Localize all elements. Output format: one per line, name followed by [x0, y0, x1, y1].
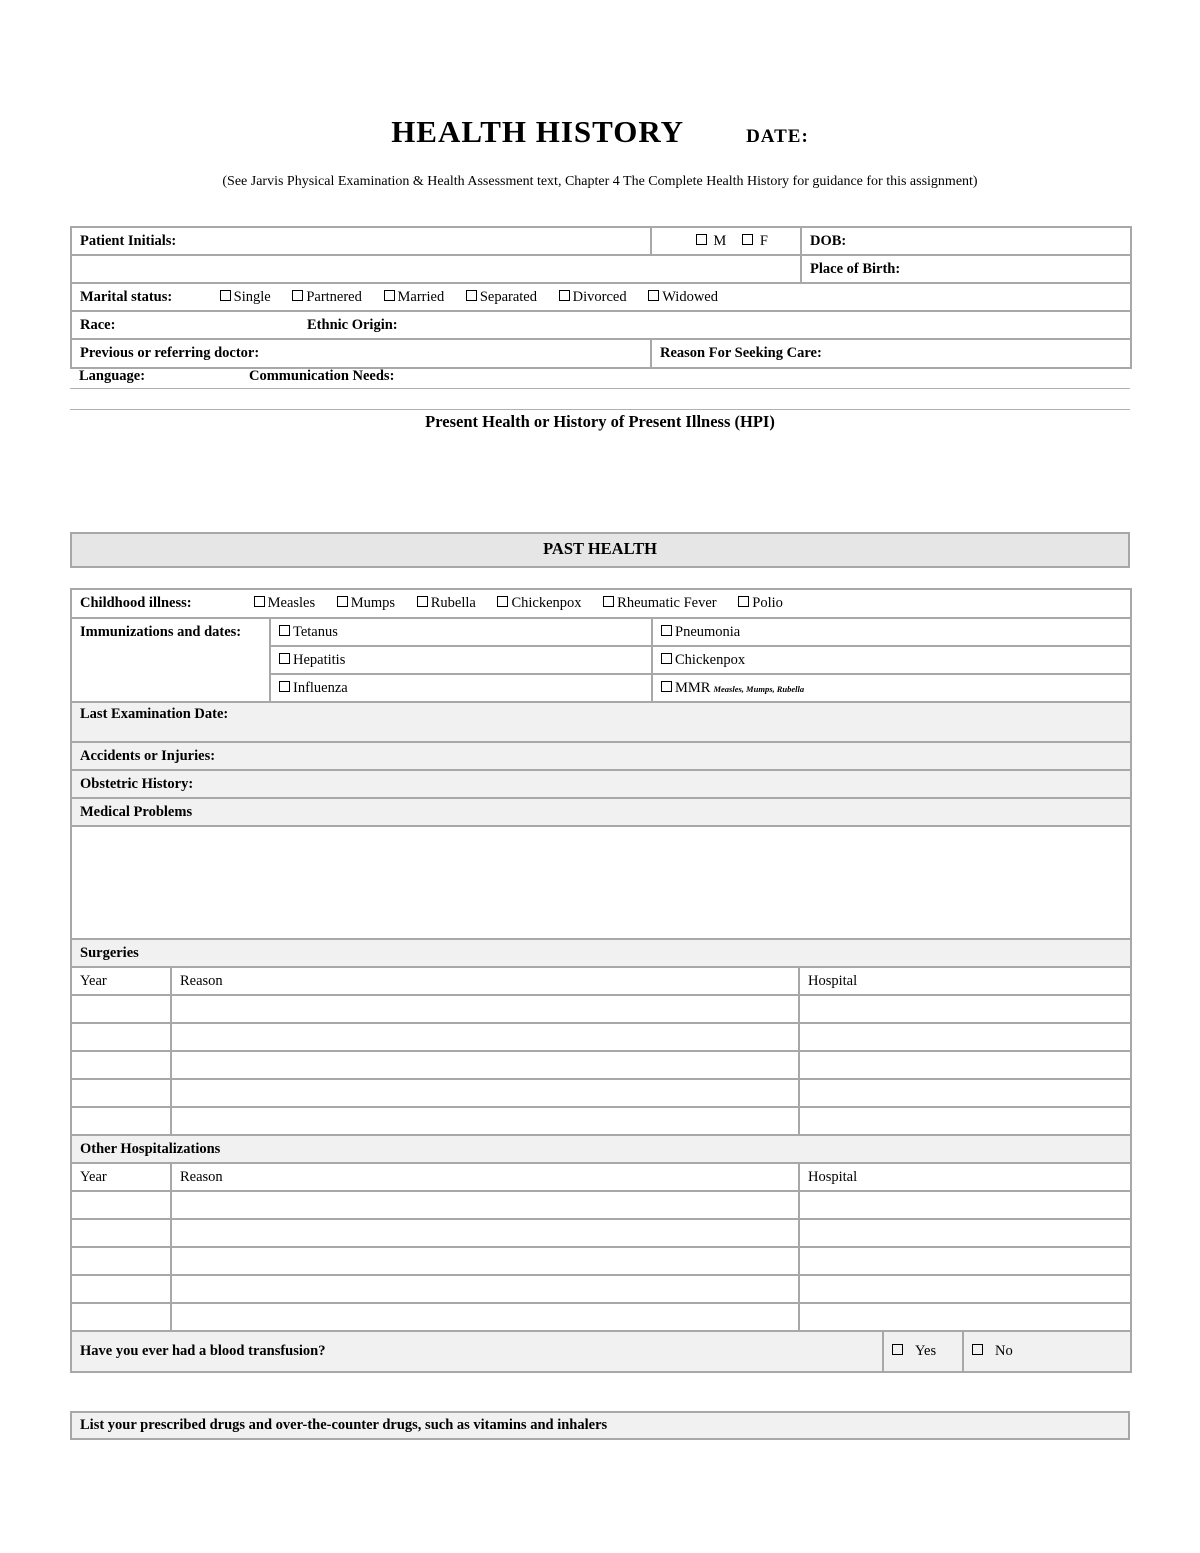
checkbox-icon[interactable] [220, 290, 231, 301]
form-title: HEALTH HISTORY [391, 114, 685, 149]
divider [70, 409, 1130, 410]
hospital-cell[interactable] [799, 1191, 1131, 1219]
checkbox-icon[interactable] [661, 653, 672, 664]
surgeries-hospital-header [799, 967, 1131, 995]
dob-field[interactable] [801, 227, 1131, 255]
childhood-option-chickenpox[interactable] [497, 595, 581, 612]
patient-initials-field[interactable] [71, 227, 651, 255]
sex-f-checkbox[interactable] [742, 234, 753, 245]
table-row [71, 1191, 1131, 1219]
checkbox-icon[interactable] [892, 1344, 903, 1355]
mmr-label: MMR [675, 679, 711, 696]
immunization-mmr[interactable] [652, 674, 1131, 702]
childhood-option-rheumatic-fever[interactable] [603, 595, 716, 612]
childhood-option-polio[interactable] [738, 595, 783, 612]
reason-for-care-field[interactable] [651, 339, 1131, 368]
option-label: Single [233, 288, 271, 305]
option-label: Mumps [350, 595, 396, 611]
reason-cell[interactable] [171, 995, 799, 1023]
transfusion-no-option[interactable] [963, 1331, 1131, 1372]
communication-needs-label: Communication Needs: [249, 368, 395, 384]
surgeries-reason-header [171, 967, 799, 995]
date-label: DATE: [746, 126, 809, 147]
checkbox-icon[interactable] [279, 681, 290, 692]
childhood-illness-row [71, 589, 1131, 618]
year-cell[interactable] [71, 1303, 171, 1331]
hospital-header-label: Hospital [808, 972, 858, 989]
option-label: Chickenpox [511, 595, 582, 611]
sex-f-label: F [759, 232, 768, 249]
option-label: Rubella [430, 595, 476, 611]
checkbox-icon[interactable] [661, 681, 672, 692]
last-exam-label: Last Examination Date: [80, 706, 229, 722]
sex-m-option[interactable] [696, 233, 727, 250]
reason-cell[interactable] [171, 1107, 799, 1135]
dob-label: DOB: [810, 232, 847, 249]
reason-cell[interactable] [171, 1303, 799, 1331]
checkbox-icon[interactable] [292, 290, 303, 301]
table-row [71, 1275, 1131, 1303]
accidents-label: Accidents or Injuries: [80, 747, 216, 764]
hpi-heading: Present Health or History of Present Illness (HPI) [425, 412, 775, 431]
yes-label: Yes [915, 1343, 937, 1359]
year-cell[interactable] [71, 1051, 171, 1079]
chickenpox-label: Chickenpox [675, 651, 746, 668]
reason-cell[interactable] [171, 1247, 799, 1275]
obstetric-label: Obstetric History: [80, 775, 194, 792]
option-label: Polio [752, 595, 783, 611]
surgeries-year-header [71, 967, 171, 995]
place-of-birth-field[interactable] [801, 255, 1131, 283]
surgeries-label: Surgeries [80, 944, 139, 961]
checkbox-icon[interactable] [559, 290, 570, 301]
hospital-cell[interactable] [799, 1247, 1131, 1275]
childhood-illness-label: Childhood illness: [80, 595, 192, 611]
transfusion-yes-option[interactable] [883, 1331, 963, 1372]
sex-f-option[interactable] [742, 233, 768, 250]
ethnic-origin-label: Ethnic Origin: [307, 316, 398, 333]
childhood-option-mumps[interactable] [337, 595, 395, 612]
race-row[interactable] [71, 311, 1131, 339]
past-health-heading: PAST HEALTH [70, 532, 1130, 568]
immunization-chickenpox[interactable] [652, 646, 1131, 674]
blank-field[interactable] [71, 255, 801, 283]
table-row [71, 1079, 1131, 1107]
year-cell[interactable] [71, 1191, 171, 1219]
option-label: Rheumatic Fever [617, 595, 717, 611]
hospital-cell[interactable] [799, 1219, 1131, 1247]
drugs-heading: List your prescribed drugs and over-the-counter drugs, such as vitamins and inhalers [70, 1411, 1130, 1440]
hospital-cell[interactable] [799, 1107, 1131, 1135]
immunizations-label-cell [71, 618, 270, 702]
hospital-header-label: Hospital [808, 1168, 858, 1185]
childhood-option-measles[interactable] [254, 595, 316, 612]
hosp-hospital-header [799, 1163, 1131, 1191]
childhood-option-rubella[interactable] [417, 595, 476, 612]
table-row [71, 1247, 1131, 1275]
option-label: Separated [479, 288, 537, 305]
table-row [71, 1107, 1131, 1135]
checkbox-icon[interactable] [738, 596, 749, 607]
document-title [0, 114, 1200, 150]
checkbox-icon[interactable] [384, 290, 395, 301]
checkbox-icon[interactable] [648, 290, 659, 301]
immunization-influenza[interactable] [270, 674, 652, 702]
option-label: Married [397, 288, 445, 305]
influenza-label: Influenza [293, 679, 348, 696]
sex-m-label: M [713, 232, 727, 249]
demographics-section [70, 226, 1130, 369]
hospital-cell[interactable] [799, 1303, 1131, 1331]
reason-header-label: Reason [180, 1168, 223, 1185]
year-cell[interactable] [71, 1023, 171, 1051]
no-label: No [995, 1343, 1013, 1359]
marital-status-row [71, 283, 1131, 311]
hospital-cell[interactable] [799, 1079, 1131, 1107]
hepatitis-label: Hepatitis [293, 651, 346, 668]
hosp-year-header [71, 1163, 171, 1191]
previous-doctor-field[interactable] [71, 339, 651, 368]
past-health-section [70, 588, 1130, 1373]
medical-problems-label: Medical Problems [80, 803, 193, 820]
place-of-birth-label: Place of Birth: [810, 260, 901, 277]
reason-cell[interactable] [171, 1191, 799, 1219]
year-cell[interactable] [71, 1079, 171, 1107]
year-cell[interactable] [71, 995, 171, 1023]
marital-option-partnered[interactable] [292, 289, 362, 306]
reason-cell[interactable] [171, 1219, 799, 1247]
race-label: Race: [80, 316, 116, 333]
obstetric-field[interactable] [71, 770, 1131, 798]
marital-option-divorced[interactable] [559, 289, 627, 306]
hospital-cell[interactable] [799, 1023, 1131, 1051]
accidents-field[interactable] [71, 742, 1131, 770]
checkbox-icon[interactable] [497, 596, 508, 607]
table-row [71, 1303, 1131, 1331]
reason-header-label: Reason [180, 972, 223, 989]
year-cell[interactable] [71, 1247, 171, 1275]
option-label: Divorced [572, 288, 627, 305]
option-label: Measles [267, 595, 316, 611]
marital-option-separated[interactable] [466, 289, 537, 306]
language-label: Language: [79, 368, 146, 384]
marital-status-label: Marital status: [80, 288, 173, 305]
reason-cell[interactable] [171, 1275, 799, 1303]
table-row [71, 1023, 1131, 1051]
checkbox-icon[interactable] [466, 290, 477, 301]
form-subtitle: (See Jarvis Physical Examination & Health Assessment text, Chapter 4 The Complete Health History for guidance for this assignment) [222, 174, 978, 189]
reason-cell[interactable] [171, 1023, 799, 1051]
transfusion-question [71, 1331, 883, 1372]
pneumonia-label: Pneumonia [675, 623, 741, 640]
previous-doctor-label: Previous or referring doctor: [80, 345, 260, 361]
year-header-label: Year [80, 972, 107, 989]
table-row [71, 995, 1131, 1023]
immunization-tetanus[interactable] [270, 618, 652, 646]
marital-option-widowed[interactable] [648, 289, 718, 306]
hospital-cell[interactable] [799, 995, 1131, 1023]
immunization-hepatitis[interactable] [270, 646, 652, 674]
hospital-cell[interactable] [799, 1051, 1131, 1079]
checkbox-icon[interactable] [279, 653, 290, 664]
surgeries-heading [71, 939, 1131, 967]
other-hospitalizations-heading [71, 1135, 1131, 1163]
checkbox-icon[interactable] [661, 625, 672, 636]
language-row[interactable] [70, 368, 1130, 389]
marital-option-single[interactable] [220, 289, 271, 306]
patient-initials-label: Patient Initials: [80, 232, 177, 249]
mmr-sublabel: Measles, Mumps, Rubella [713, 683, 805, 694]
reason-cell[interactable] [171, 1079, 799, 1107]
last-exam-field[interactable] [71, 702, 1131, 742]
medical-problems-field[interactable] [71, 826, 1131, 939]
immunization-pneumonia[interactable] [652, 618, 1131, 646]
hospital-cell[interactable] [799, 1275, 1131, 1303]
transfusion-label: Have you ever had a blood transfusion? [80, 1343, 326, 1359]
sex-options [651, 227, 801, 255]
marital-option-married[interactable] [384, 289, 445, 306]
checkbox-icon[interactable] [972, 1344, 983, 1355]
year-cell[interactable] [71, 1219, 171, 1247]
sex-m-checkbox[interactable] [696, 234, 707, 245]
reason-for-care-label: Reason For Seeking Care: [660, 345, 822, 361]
immunizations-label: Immunizations and dates: [80, 624, 242, 640]
option-label: Partnered [306, 288, 362, 305]
table-row [71, 1219, 1131, 1247]
tetanus-label: Tetanus [293, 623, 338, 640]
checkbox-icon[interactable] [279, 625, 290, 636]
checkbox-icon[interactable] [254, 596, 265, 607]
checkbox-icon[interactable] [603, 596, 614, 607]
year-header-label: Year [80, 1168, 107, 1185]
checkbox-icon[interactable] [417, 596, 428, 607]
other-hospitalizations-label: Other Hospitalizations [80, 1140, 221, 1157]
medical-problems-heading [71, 798, 1131, 826]
reason-cell[interactable] [171, 1051, 799, 1079]
checkbox-icon[interactable] [337, 596, 348, 607]
hosp-reason-header [171, 1163, 799, 1191]
year-cell[interactable] [71, 1275, 171, 1303]
table-row [71, 1051, 1131, 1079]
year-cell[interactable] [71, 1107, 171, 1135]
option-label: Widowed [662, 288, 718, 305]
